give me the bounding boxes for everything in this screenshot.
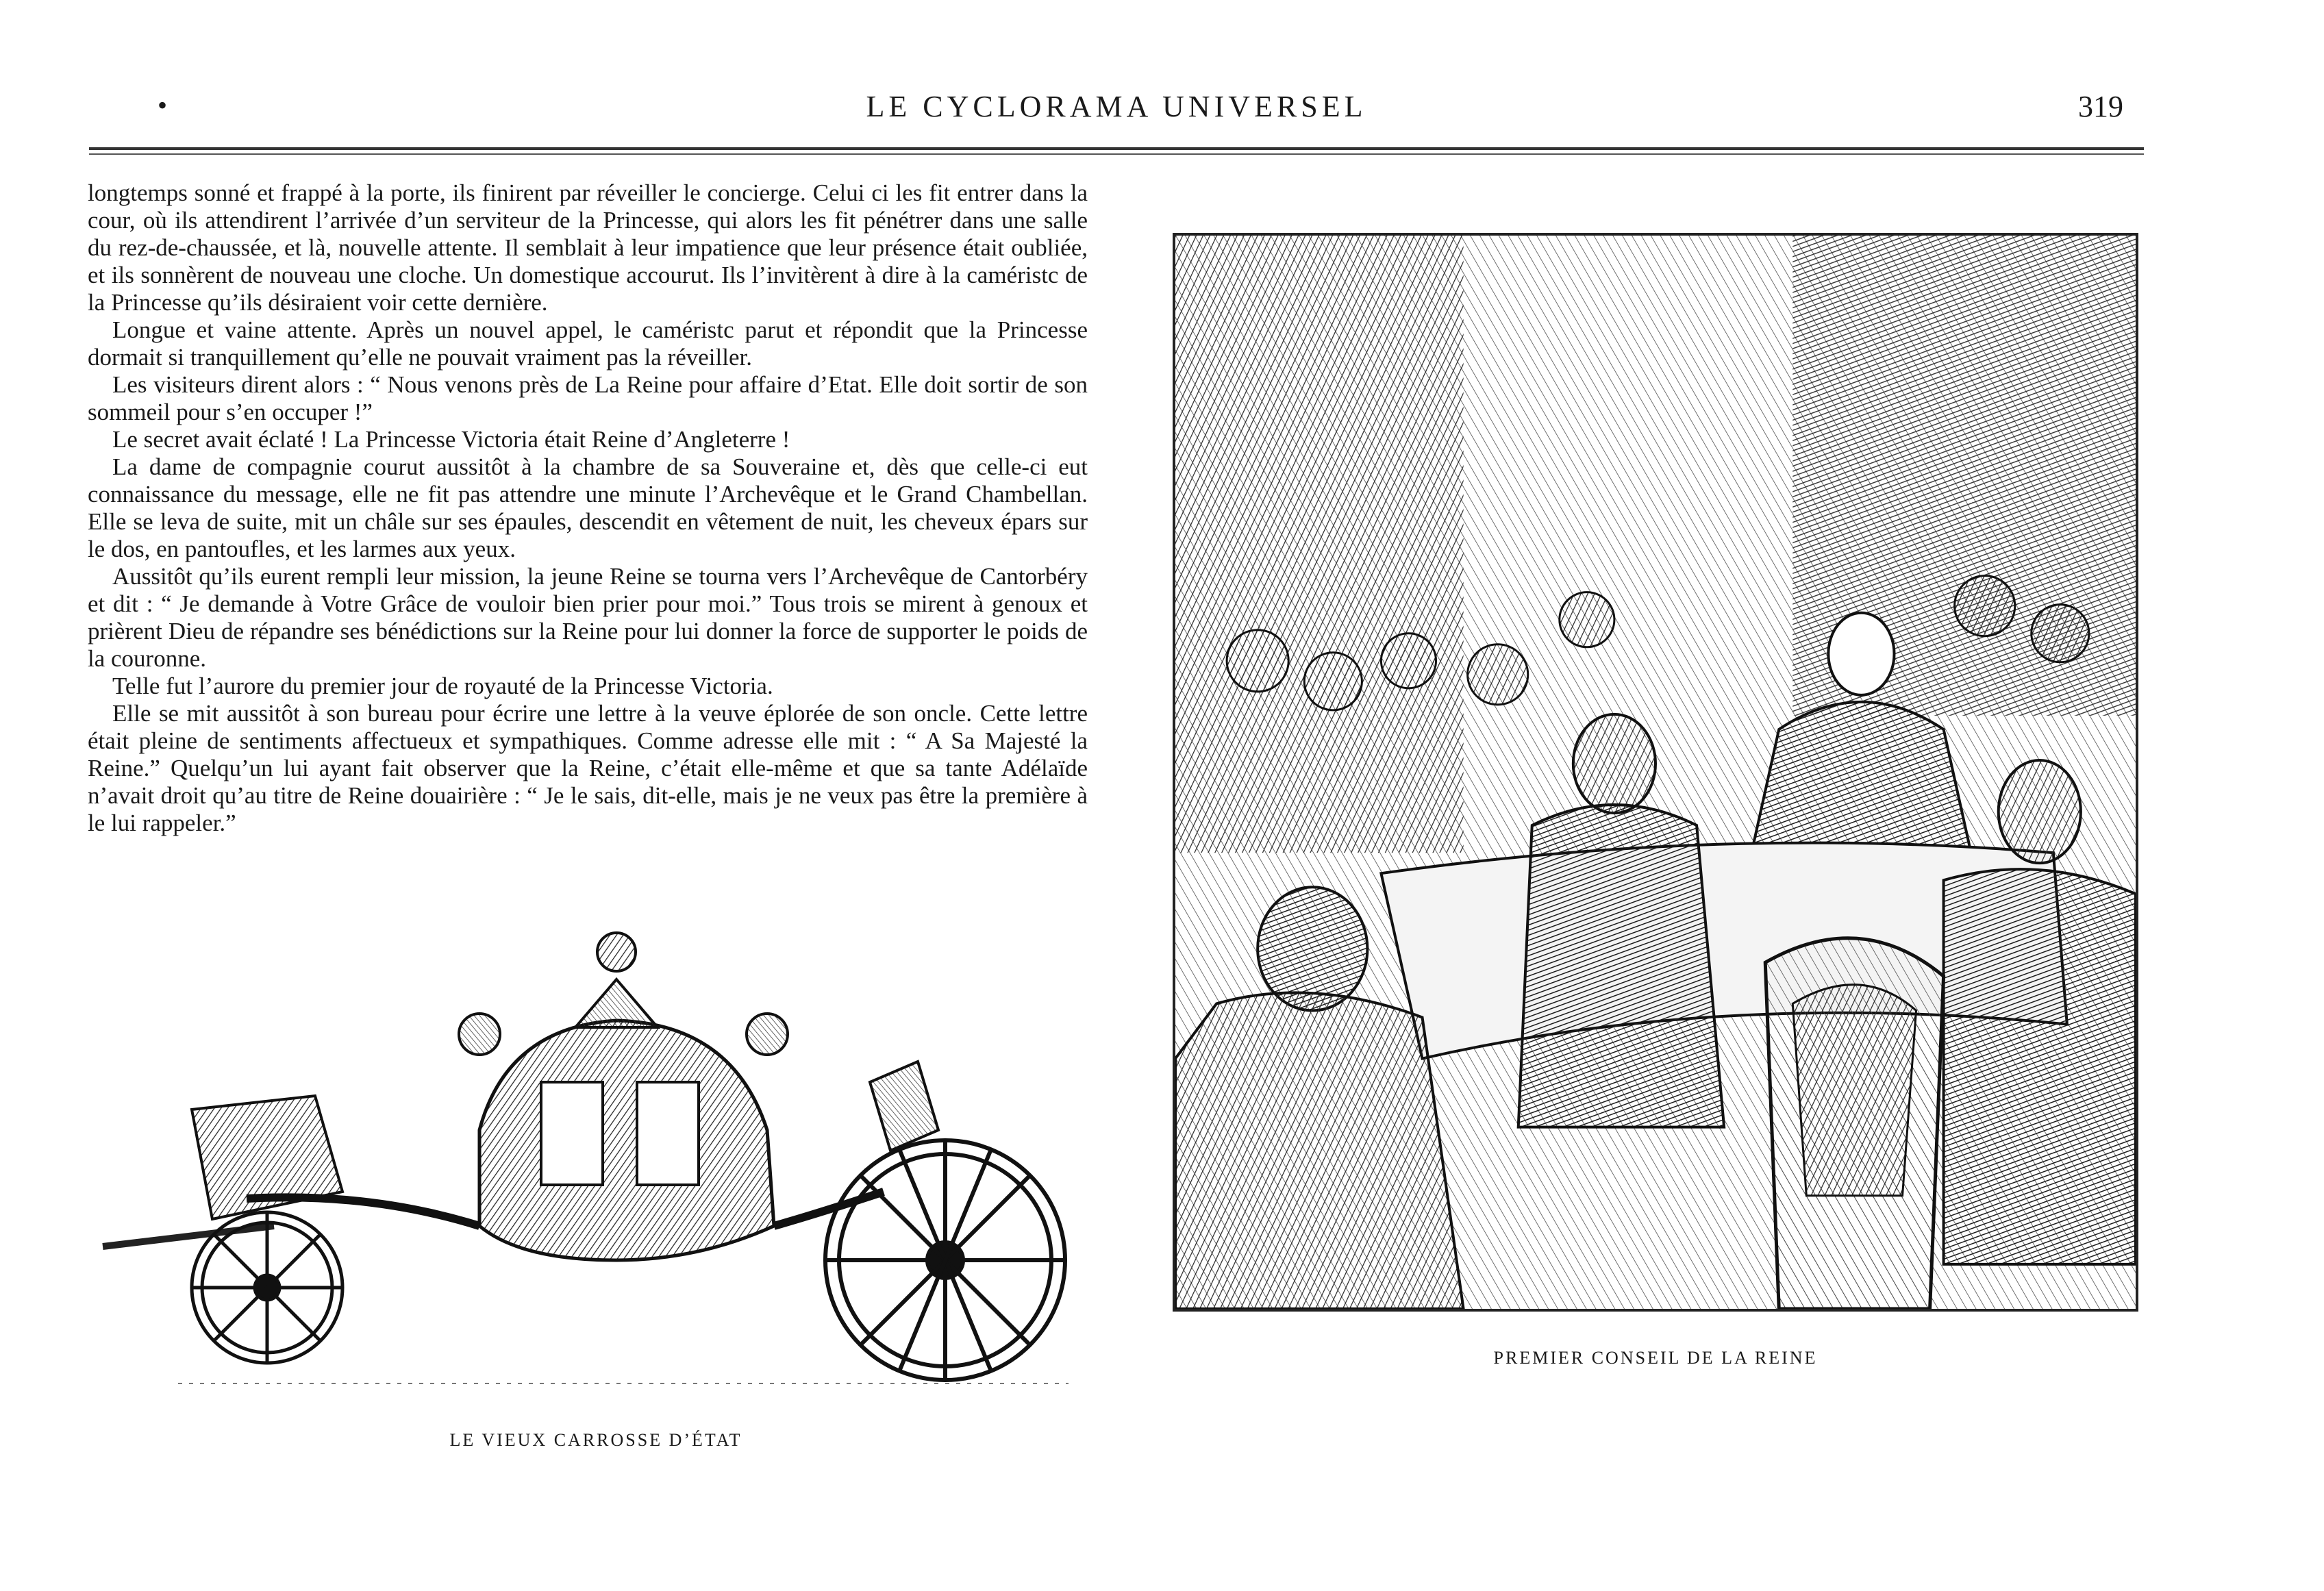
running-header xyxy=(82,89,2151,144)
state-coach-engraving xyxy=(96,904,1096,1425)
paragraph: Aussitôt qu’ils eurent rempli leur mission, la jeune Reine se tourna vers l’Archevêque de Cantorbéry et dit : “ Je demande à Votre Grâce de vouloir bien prier pour moi.” Tous trois se mirent à genoux et prièrent Dieu de répandre ses bénédictions sur la Reine pour lui donner la force de supporter le poids de la couronne. xyxy=(88,563,1088,672)
page-number: 319 xyxy=(2078,90,2123,123)
queen-council-engraving xyxy=(1173,233,2138,1312)
paragraph: longtemps sonné et frappé à la porte, ils finirent par réveiller le concierge. Celui ci les fit entrer dans la cour, où ils attendirent l’arrivée d’un serviteur de la Princesse, qui alors les fit pénétrer dans une salle du rez-de-chaussée, et là, nouvelle attente. Il semblait à leur impatience que leur présence était oubliée, et ils sonnèrent de nouveau une cloche. Un domestique accourut. Ils l’invitèrent à dire à la caméristc de la Princesse qu’ils désiraient voir cette dernière. xyxy=(88,179,1088,316)
figure-caption-coach: LE VIEUX CARROSSE D’ÉTAT xyxy=(449,1430,742,1450)
paragraph: La dame de compagnie courut aussitôt à la chambre de sa Souveraine et, dès que celle-ci eut connaissance du message, elle ne fit pas attendre une minute l’Archevêque et le Grand Chambellan. Elle se leva de suite, mit un châle sur ses épaules, descendit en vêtement de nuit, les cheveux épars sur le dos, en pantoufles, et les larmes aux yeux. xyxy=(88,453,1088,562)
header-rule-thin xyxy=(89,153,2144,155)
header-rule xyxy=(89,147,2144,150)
paragraph: Longue et vaine attente. Après un nouvel appel, le caméristc parut et répondit que la Princesse dormait si tranquillement qu’elle ne pouvait vraiment pas la réveiller. xyxy=(88,316,1088,371)
paragraph: Le secret avait éclaté ! La Princesse Victoria était Reine d’Angleterre ! xyxy=(112,426,790,453)
figure-caption-council: PREMIER CONSEIL DE LA REINE xyxy=(1493,1348,1818,1368)
paragraph: Telle fut l’aurore du premier jour de royauté de la Princesse Victoria. xyxy=(112,673,773,699)
header-mark: • xyxy=(158,90,168,121)
journal-title: LE CYCLORAMA UNIVERSEL xyxy=(866,90,1367,123)
article-text xyxy=(88,179,1088,837)
paragraph: Elle se mit aussitôt à son bureau pour écrire une lettre à la veuve éplorée de son oncle. Cette lettre était pleine de sentiments affectueux et sympathiques. Comme adresse elle mit : “ A Sa Majesté la Reine.” Quelqu’un lui ayant fait observer que la Reine, c’était elle-même et que sa tante Adélaïde n’avait droit qu’au titre de Reine douairière : “ Je le sais, dit-elle, mais je ne veux pas être la première à le lui rappeler.” xyxy=(88,700,1088,836)
paragraph: Les visiteurs dirent alors : “ Nous venons près de La Reine pour affaire d’Etat. Elle doit sortir de son sommeil pour s’en occuper !” xyxy=(88,371,1088,425)
